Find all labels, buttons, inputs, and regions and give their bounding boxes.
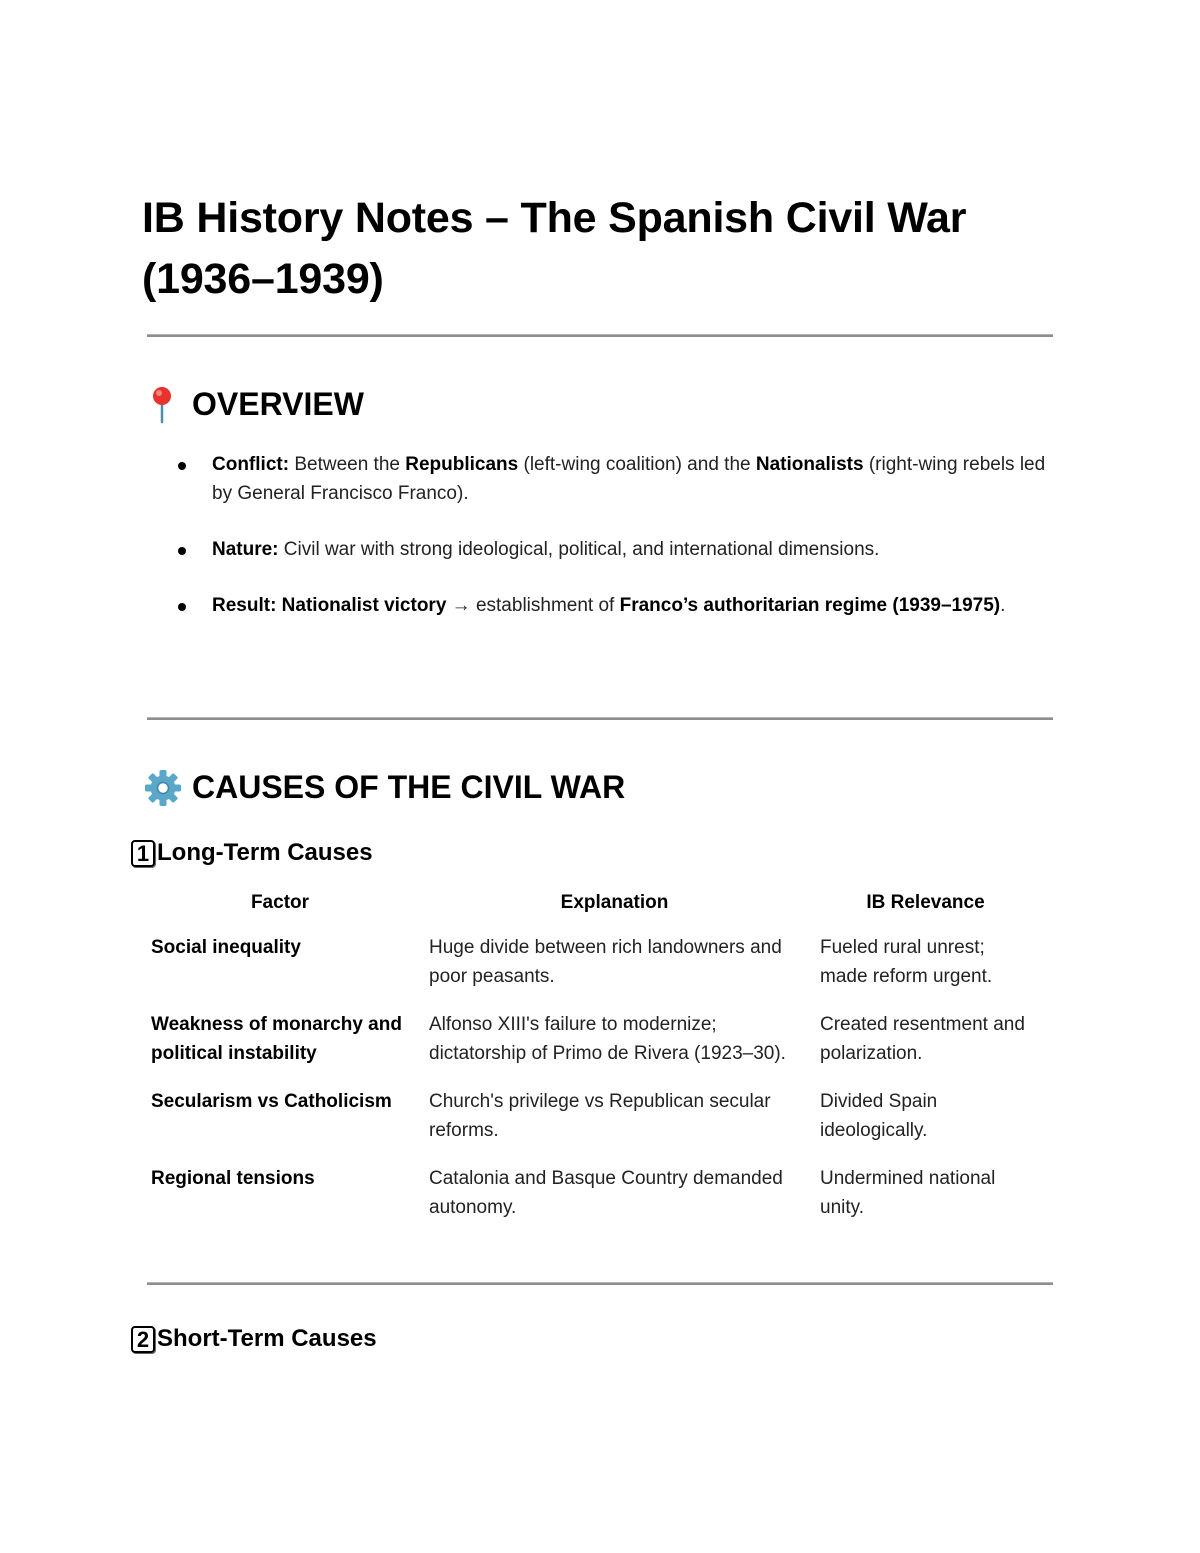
long-term-causes-heading: [131, 838, 373, 868]
cell-relevance: Fueled rural unrest; made reform urgent.: [820, 937, 993, 987]
text-run: → establishment of: [446, 595, 620, 616]
short-term-causes-heading: [131, 1324, 377, 1354]
document-title: IB History Notes – The Spanish Civil War (1936–1939): [142, 194, 967, 303]
text-run: (left-wing coalition) and the: [518, 454, 756, 475]
short-term-causes-heading-text: Short-Term Causes: [157, 1325, 377, 1352]
cell-factor: Secularism vs Catholicism: [151, 1091, 392, 1112]
list-item: [176, 450, 1066, 508]
cell-explanation: Huge divide between rich landowners and poor peasants.: [429, 937, 782, 987]
round-pushpin-icon: [143, 384, 183, 424]
causes-heading-text: CAUSES OF THE CIVIL WAR: [192, 769, 626, 805]
overview-heading-text: OVERVIEW: [192, 386, 364, 422]
list-item: [176, 535, 1066, 564]
text-run: Nationalist victory: [276, 595, 447, 616]
table-row: [141, 1087, 1041, 1164]
column-header-factor: Factor: [250, 892, 310, 913]
text-run: Franco’s authoritarian regime (1939–1975): [619, 595, 1001, 616]
horizontal-rule: [147, 334, 1053, 337]
cell-explanation: Alfonso XIII's failure to modernize; dictatorship of Primo de Rivera (1923–30).: [429, 1014, 786, 1064]
cell-relevance: Created resentment and polarization.: [820, 1014, 1025, 1064]
text-run: Nationalists: [755, 454, 864, 475]
cell-explanation: Church's privilege vs Republican secular reforms.: [429, 1091, 771, 1141]
table-row: [141, 1164, 1041, 1241]
item-label: Nature:: [212, 539, 279, 560]
table-row: [141, 933, 1041, 1010]
column-header-explanation: Explanation: [560, 892, 669, 913]
cell-relevance: Undermined national unity.: [820, 1168, 996, 1218]
text-run: .: [1000, 595, 1006, 616]
keycap-number-icon: 2: [131, 1326, 155, 1353]
horizontal-rule: [147, 1282, 1053, 1285]
keycap-number-icon: 1: [131, 840, 155, 867]
cell-explanation: Catalonia and Basque Country demanded autonomy.: [429, 1168, 783, 1218]
overview-list: [176, 450, 1066, 620]
column-header-relevance: IB Relevance: [866, 892, 985, 913]
overview-heading: [143, 384, 364, 424]
table-header-row: [141, 885, 1041, 933]
text-run: Between the: [289, 454, 406, 475]
item-label: Result:: [212, 595, 277, 616]
table-row: [141, 1010, 1041, 1087]
long-term-causes-table: [141, 885, 1041, 1241]
list-item: [176, 591, 1066, 620]
text-run: Civil war with strong ideological, political, and international dimensions.: [278, 539, 880, 560]
gear-icon: [143, 767, 183, 807]
text-run: Republicans: [405, 454, 519, 475]
item-label: Conflict:: [212, 454, 290, 475]
causes-heading: [143, 767, 625, 807]
text-run: (right-wing rebels led by General Francisco Franco).: [212, 454, 1046, 504]
horizontal-rule: [147, 717, 1053, 720]
cell-relevance: Divided Spain ideologically.: [820, 1091, 938, 1141]
cell-factor: Regional tensions: [151, 1168, 315, 1189]
long-term-causes-heading-text: Long-Term Causes: [157, 839, 373, 866]
cell-factor: Social inequality: [151, 937, 301, 958]
cell-factor: Weakness of monarchy and political instability: [151, 1014, 402, 1064]
